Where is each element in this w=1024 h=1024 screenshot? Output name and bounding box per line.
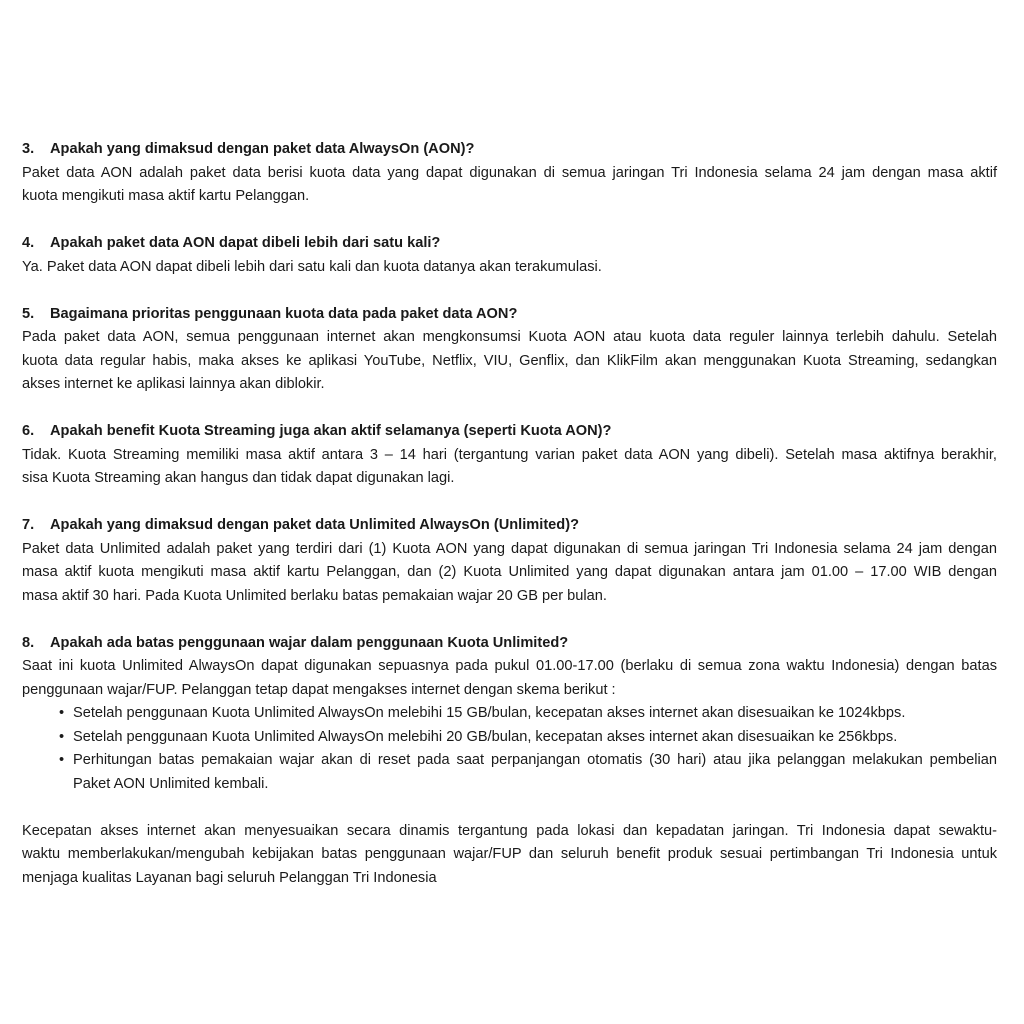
answer-line: Ya. Paket data AON dapat dibeli lebih dari satu kali dan kuota datanya akan terakumulasi. [22, 258, 602, 275]
faq-question [22, 632, 997, 656]
bullet-line: Setelah penggunaan Kuota Unlimited AlwaysOn melebihi 20 GB/bulan, kecepatan akses internet akan disesuaikan ke 256kbps. [73, 728, 898, 745]
question-number: 3. [22, 141, 35, 157]
question-text: Apakah benefit Kuota Streaming juga akan aktif selamanya (seperti Kuota AON)? [50, 423, 612, 439]
faq-question [22, 232, 997, 256]
answer-line: Saat ini kuota Unlimited AlwaysOn dapat digunakan sepuasnya pada pukul 01.00-17.00 (berlaku di semua zona waktu Indonesia) dengan batas [22, 658, 997, 674]
faq-section [22, 303, 997, 397]
bullet-item [22, 749, 997, 796]
answer-line: penggunaan wajar/FUP. Pelanggan tetap dapat mengakses internet dengan skema berikut : [22, 681, 616, 698]
bullet-item [22, 702, 997, 726]
question-number: 7. [22, 517, 35, 533]
answer-line: sisa Kuota Streaming akan hangus dan tidak dapat digunakan lagi. [22, 470, 455, 486]
faq-section [22, 232, 997, 279]
answer-line: masa aktif kuota mengikuti masa aktif kartu Pelanggan, dan (2) Kuota Unlimited yang dapat digunakan antara jam 01.00 – 17.00 WIB dengan [22, 564, 997, 580]
bullet-line: Setelah penggunaan Kuota Unlimited AlwaysOn melebihi 15 GB/bulan, kecepatan akses internet akan disesuaikan ke 1024kbps. [73, 705, 906, 721]
question-text: Apakah ada batas penggunaan wajar dalam penggunaan Kuota Unlimited? [50, 634, 569, 651]
bullet-item [22, 726, 997, 750]
question-number: 5. [22, 305, 35, 322]
answer-line: kuota data regular habis, maka akses ke aplikasi YouTube, Netflix, VIU, Genflix, dan KlikFilm akan menggunakan Kuota Streaming, sedangkan [22, 352, 997, 369]
closing-line: Kecepatan akses internet akan menyesuaikan secara dinamis tergantung pada lokasi dan kepadatan jaringan. Tri Indonesia dapat sewaktu- [22, 822, 997, 839]
answer-line: Pada paket data AON, semua penggunaan internet akan mengkonsumsi Kuota AON atau kuota data reguler lainnya terlebih dahulu. Setelah [22, 329, 997, 345]
faq-question [22, 420, 997, 444]
closing-line: menjaga kualitas Layanan bagi seluruh Pelanggan Tri Indonesia [22, 869, 437, 886]
faq-section [22, 420, 997, 491]
question-number: 6. [22, 423, 35, 439]
answer-line: kuota mengikuti masa aktif kartu Pelanggan. [22, 188, 310, 204]
faq-question [22, 138, 997, 162]
bullet-icon: • [59, 752, 65, 768]
faq-section [22, 632, 997, 797]
closing-paragraph [22, 820, 997, 891]
answer-line: masa aktif 30 hari. Pada Kuota Unlimited berlaku batas pemakaian wajar 20 GB per bulan. [22, 587, 607, 604]
answer-line: Tidak. Kuota Streaming memiliki masa aktif antara 3 – 14 hari (tergantung varian paket data AON yang dibeli). Setelah masa aktifnya berakhir, [22, 446, 997, 463]
faq-section [22, 138, 997, 209]
bullet-icon: • [59, 705, 65, 721]
faq-question [22, 303, 997, 327]
faq-question [22, 514, 997, 538]
answer-line: Paket data Unlimited adalah paket yang terdiri dari (1) Kuota AON yang dapat digunakan di semua jaringan Tri Indonesia selama 24 jam dengan [22, 540, 997, 557]
question-text: Apakah paket data AON dapat dibeli lebih dari satu kali? [50, 235, 441, 251]
faq-document [22, 138, 997, 914]
question-number: 4. [22, 235, 35, 251]
question-number: 8. [22, 634, 35, 651]
question-text: Apakah yang dimaksud dengan paket data AlwaysOn (AON)? [50, 141, 475, 157]
answer-line: Paket data AON adalah paket data berisi kuota data yang dapat digunakan di semua jaringan Tri Indonesia selama 24 jam dengan masa aktif [22, 164, 997, 181]
bullet-icon: • [59, 728, 65, 745]
bullet-line: Paket AON Unlimited kembali. [73, 775, 269, 792]
faq-section [22, 514, 997, 608]
answer-line: akses internet ke aplikasi lainnya akan diblokir. [22, 376, 325, 392]
question-text: Bagaimana prioritas penggunaan kuota data pada paket data AON? [50, 305, 518, 322]
question-text: Apakah yang dimaksud dengan paket data Unlimited AlwaysOn (Unlimited)? [50, 517, 579, 533]
bullet-line: Perhitungan batas pemakaian wajar akan di reset pada saat perpanjangan otomatis (30 hari) atau jika pelanggan melakukan pembelian [73, 752, 997, 768]
closing-line: waktu memberlakukan/mengubah kebijakan batas penggunaan wajar/FUP dan seluruh benefit produk sesuai pertimbangan Tri Indonesia untuk [22, 846, 997, 862]
